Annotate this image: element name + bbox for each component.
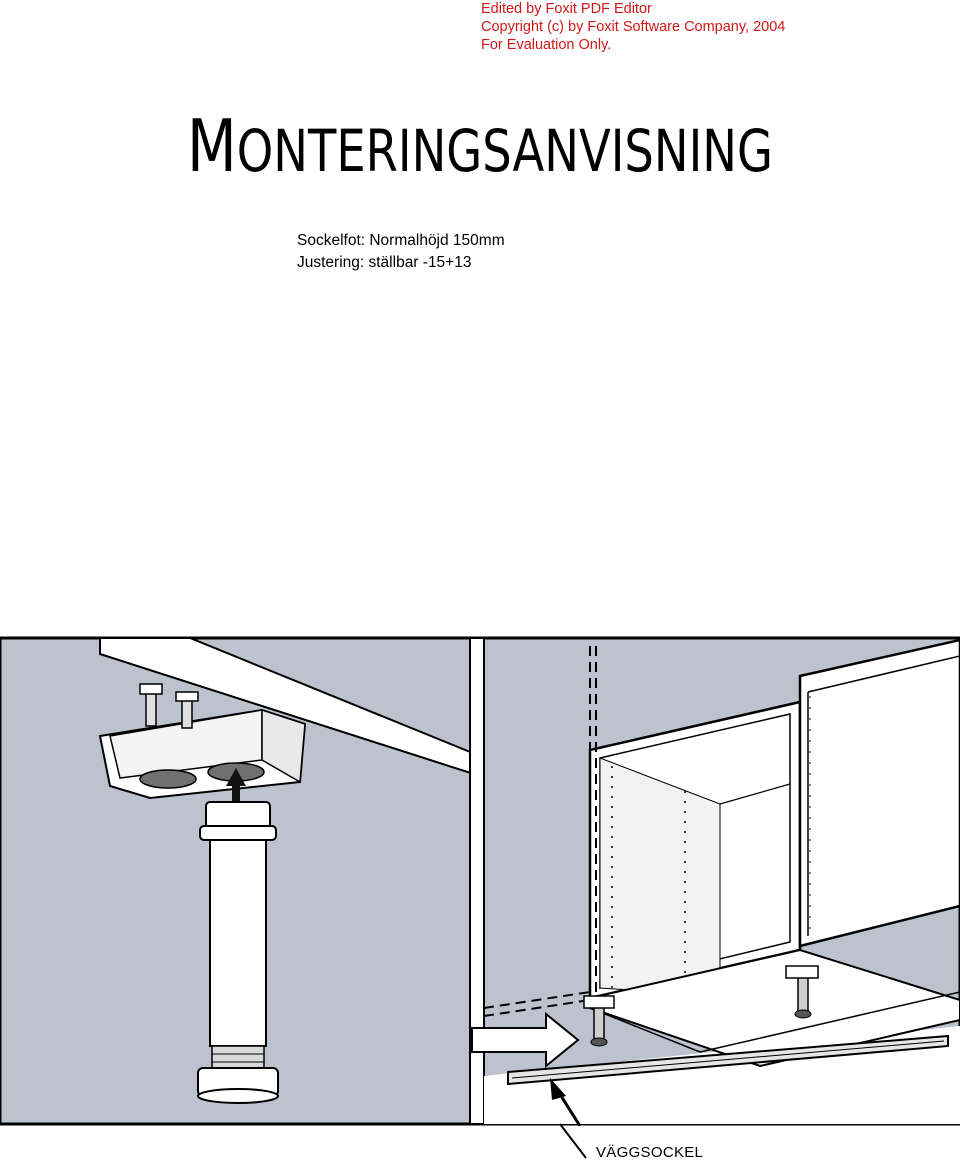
spec-height: Sockelfot: Normalhöjd 150mm xyxy=(297,232,505,249)
watermark-line-2: Copyright (c) by Foxit Software Company, 2004 xyxy=(481,19,786,35)
plinth-caption: VÄGGSOCKEL xyxy=(596,1144,704,1161)
watermark-line-1: Edited by Foxit PDF Editor xyxy=(481,1,652,17)
assembly-illustration xyxy=(0,636,960,1126)
spec-adjustment: Justering: ställbar -15+13 xyxy=(297,254,472,271)
page-title xyxy=(96,104,864,193)
evaluation-watermark xyxy=(481,0,785,54)
title-rest: ONTERINGSANVISNING xyxy=(236,117,773,185)
title-first-letter: M xyxy=(187,104,237,188)
spec-block xyxy=(297,230,505,274)
watermark-line-3: For Evaluation Only. xyxy=(481,37,612,53)
caption-leader-line xyxy=(556,1120,596,1162)
